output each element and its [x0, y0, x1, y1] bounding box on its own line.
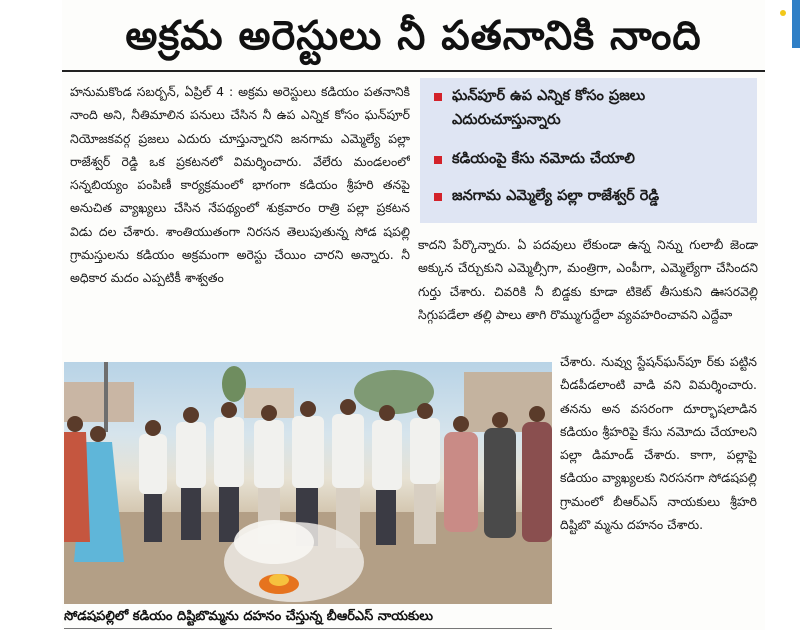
article-body-right-bottom: చేశారు. నువ్వు స్టేషన్‌ఘన్‌పూ ర్‌కు పట్టిన చీడపీడలాంటి వాడి వని విమర్శించారు. తనను అన వసరంగా దూర్భాషలాడిన కడియం శ్రీహరిపై కేసు నమోదు చేయాలని పల్లా డిమాండ్ చేశారు. కాగా, పల్లాపై కడియం వ్యాఖ్యలకు నిరసనగా సోడషపల్లి గ్రామంలో బీఆర్ఎస్ నాయకులు శ్రీహరి దిష్టిబొ మ్మను దహనం చేశారు. — [560, 354, 757, 533]
highlight-text: ఘన్‌పూర్ ఉప ఎన్నిక కోసం ప్రజలు ఎదురుచూస్తున్నారు — [452, 88, 646, 128]
highlight-text: జనగామ ఎమ్మెల్యే పల్లా రాజేశ్వర్ రెడ్డి — [452, 188, 660, 204]
highlight-item — [434, 84, 747, 132]
highlight-item — [434, 184, 747, 208]
highlight-text: కడియంపై కేసు నమోదు చేయాలి — [452, 151, 635, 167]
highlight-item — [434, 147, 747, 171]
photo-caption: సోడషపల్లిలో కడియం దిష్టిబొమ్మను దహనం చేస్తున్న బీఆర్ఎస్ నాయకులు — [64, 609, 434, 624]
page-edge-dot — [780, 10, 786, 16]
headline: అక్రమ అరెస్టులు నీ పతనానికి నాంది — [125, 13, 702, 59]
headline-rule — [62, 70, 765, 72]
article-body-left: హనుమకొండ సబర్బన్, ఏప్రిల్ 4 : అక్రమ అరెస్టులు కడియం పతనానికి నాంది అని, నీతిమాలిన పనులు చేసిన నీ ఉప ఎన్నిక కోసం ఘన్‌పూర్ నియోజకవర్గ ప్రజలు ఎదురు చూస్తున్నారని జనగామ ఎమ్మెల్యే పల్లా రాజేశ్వర్ రెడ్డి ఒక ప్రకటనలో విమర్శించారు. వేలేరు మండలంలో సన్నబియ్యం పంపిణీ కార్యక్రమంలో భాగంగా కడియం శ్రీహరి తనపై అనుచిత వ్యాఖ్యలు చేసిన నేపథ్యంలో శుక్రవారం రాత్రి పల్లా ప్రకటన విడు దల చేశారు. శాంతియుతంగా నిరసన తెలుపుతున్న సోడ షపల్లి గ్రామస్తులను కడియం అక్రమంగా అరెస్టు చేయిం చారని అన్నారు. నీ అధికార మదం ఎప్పటికీ శాశ్వతం — [70, 84, 410, 286]
news-photo — [64, 362, 552, 604]
bullet-icon — [434, 156, 442, 164]
bullet-icon — [434, 193, 442, 201]
bullet-icon — [434, 93, 442, 101]
highlights-box — [420, 78, 757, 223]
protest-photo-illustration — [64, 362, 552, 604]
article-body-right-top: కాదని పేర్కొన్నారు. ఏ పదవులు లేకుండా ఉన్న నిన్ను గులాబీ జెండా అక్కున చేర్చుకుని ఎమ్మెల్సీగా, మంత్రిగా, ఎంపీగా, ఎమ్మెల్యేగా చేసిందని గుర్తు చేశారు. చివరికి నీ బిడ్డకు కూడా టికెట్ తీసుకుని ఊసరవెల్లి సిగ్గుపడేలా తల్లి పాలు తాగి రొమ్ముగుద్దేలా వ్యవహరించావని ఎద్దేవా — [418, 237, 758, 322]
page-edge-strip — [792, 0, 800, 48]
caption-rule — [64, 628, 552, 629]
